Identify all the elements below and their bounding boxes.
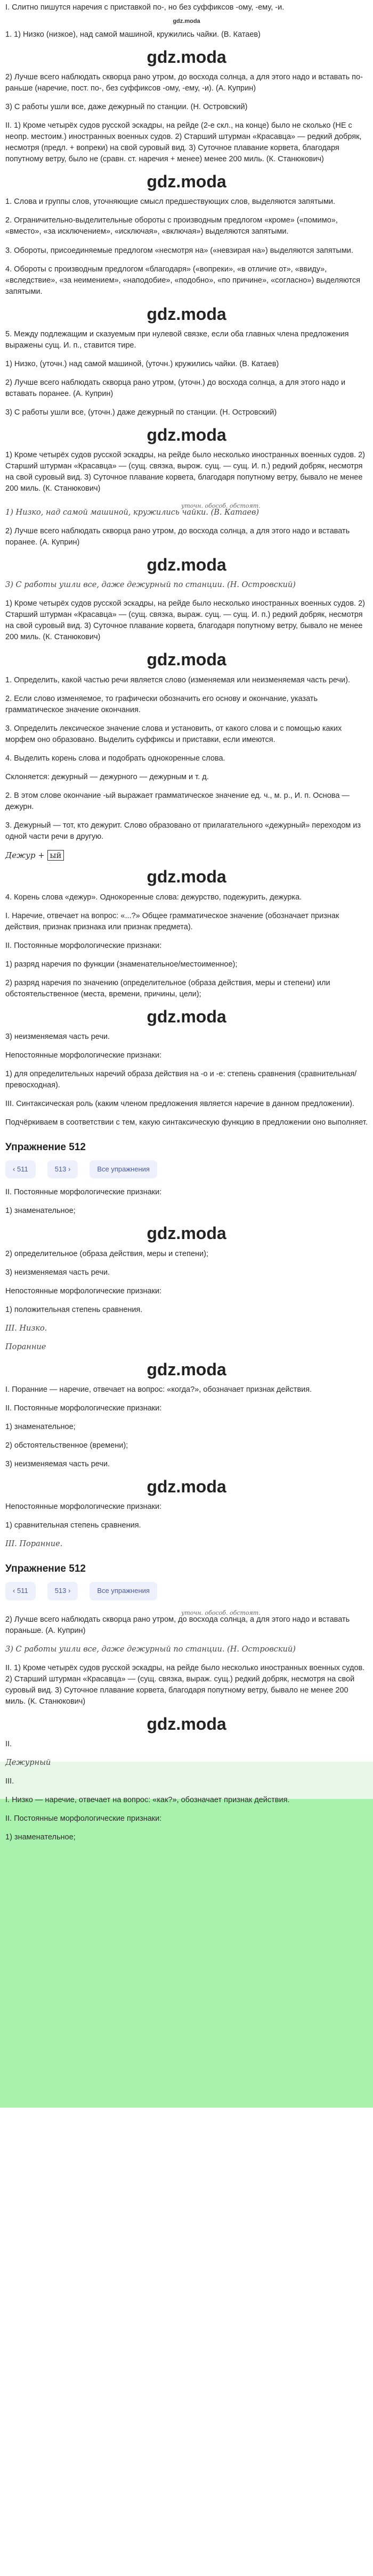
text-line: 3) неизменяемая часть речи. <box>5 1268 110 1277</box>
watermark: gdz.moda <box>147 1714 226 1733</box>
text-line: II. <box>5 1739 12 1748</box>
text-line: III. Синтаксическая роль (каким членом предложения является наречие в данном предложении). <box>5 1100 354 1108</box>
next-label: 513 <box>54 1586 67 1595</box>
all-exercises-button[interactable]: Все упражнения <box>90 1582 157 1600</box>
prev-label: 511 <box>17 1586 28 1595</box>
text-line: 4. Корень слова «дежур». Однокоренные слова: дежурство, подежурить, дежурка. <box>5 893 302 902</box>
watermark: gdz.moda <box>147 172 226 192</box>
prev-exercise-button[interactable]: ‹ 511 <box>5 1582 36 1600</box>
text-line: 1) разряд наречия по функции (знаменательное/местоименное); <box>5 960 238 969</box>
text-line: I. Поранние — наречие, отвечает на вопрос: «когда?», обозначает признак действия. <box>5 1385 312 1394</box>
text-line: 2. Если слово изменяемое, то графически обозначить его основу и окончание, указать грамматическое значение окончания. <box>5 694 318 714</box>
text-line: III. <box>5 1777 14 1786</box>
text-line: 1. 1) Низко (низкое), над самой машиной, кружились чайки. (В. Катаев) <box>5 30 261 39</box>
next-exercise-button[interactable]: 513 › <box>47 1160 78 1179</box>
exercise-pager <box>5 1582 368 1600</box>
text-line: 2) Лучше всего наблюдать скворца рано утром, (уточн.) до восхода солнца, а для этого надо и вставать поранее. (А. Куприн) <box>5 378 346 398</box>
watermark: gdz.moda <box>147 555 226 575</box>
text-line: 1) знаменательное; <box>5 1207 76 1216</box>
watermark: gdz.moda <box>147 1477 226 1496</box>
text-line: 3) С работы ушли все, даже дежурный по станции. (Н. Островский) <box>5 103 248 112</box>
text-line: 2) Лучше всего наблюдать скворца рано утром, до восхода солнца, а для этого надо и вставать пораньше. (А. Куприн) <box>5 1615 350 1635</box>
watermark: gdz.moda <box>147 425 226 444</box>
text-line: III. Низко. <box>5 1324 47 1333</box>
text-line: 3) неизменяемая часть речи. <box>5 1032 110 1041</box>
exercise-title: Упражнение 512 <box>5 1563 86 1575</box>
text-line: 2. Ограничительно-выделительные обороты с производным предлогом «кроме» («помимо», «вместо», «за исключением», «исключая», «включая») выделяются запятыми. <box>5 216 338 236</box>
text-line: II. 1) Кроме четырёх судов русской эскадры, на рейде было несколько иностранных военных судов. 2) Старший штурман «Красавца» — (сущ. связка, выраж. сущ.) редкий добряк, несмотря на свой суровый вид. 3) Суточное плавание корвета, благодаря попутному ветру, бывало не менее 200 миль. (К. Станюкович) <box>5 1663 365 1706</box>
next-exercise-button[interactable]: 513 › <box>47 1582 78 1600</box>
text-line: I. Слитно пишутся наречия с приставкой по-, но без суффиксов -ому, -ему, -и. <box>5 3 285 12</box>
prev-exercise-button[interactable]: ‹ 511 <box>5 1160 36 1179</box>
text-line: I. Низко — наречие, отвечает на вопрос: «как?», обозначает признак действия. <box>5 1795 290 1804</box>
text-line: Непостоянные морфологические признаки: <box>5 1051 162 1060</box>
text-line: 2) разряд наречия по значению (определительное (образа действия, меры и степени) или обстоятельственное (места, времени, причины, цели); <box>5 978 330 998</box>
text-line: 3. Определить лексическое значение слова и установить, от какого слова и с помощью каких морфем оно образовано. Выделить суффиксы и приставки, если имеются. <box>5 724 342 744</box>
text-line: II. Постоянные морфологические признаки: <box>5 1403 162 1413</box>
watermark: gdz.moda <box>147 650 226 670</box>
text-line: 1) для определительных наречий образа действия на -о и -е: степень сравнения (сравнительная/превосходная). <box>5 1069 357 1089</box>
exercise-pager <box>5 1160 368 1179</box>
text-line: 3) С работы ушли все, даже дежурный по станции. (Н. Островский) <box>5 581 296 590</box>
watermark: gdz.moda <box>147 47 226 67</box>
text-line: 1. Определить, какой частью речи является слово (изменяемая или неизменяемая часть речи). <box>5 675 351 684</box>
exercise-title: Упражнение 512 <box>5 1142 86 1153</box>
text-line: 1) Кроме четырёх судов русской эскадры, на рейде было несколько иностранных военных судов. 2) Старший штурман «Красавца» — (сущ. связка, вырож. сущ. — сущ. И. п.) редкий добряк, несмотря на свой суровый вид. 3) Суточное плавание корвета, благодаря попутному ветру, бывало не менее 200 миль. (К. Станюкович) <box>5 451 366 493</box>
text-line: III. Поранние. <box>5 1540 63 1549</box>
text-line: II. Постоянные морфологические признаки: <box>5 941 162 950</box>
watermark-small: gdz.moda <box>173 18 200 25</box>
watermark: gdz.moda <box>147 1359 226 1379</box>
text-line: 1) знаменательное; <box>5 1832 76 1842</box>
annotation-note: уточн. обособ. обстоят. <box>181 1609 261 1616</box>
text-line: 3. Обороты, присоединяемые предлогом «несмотря на» («невзирая на») выделяются запятыми. <box>5 246 353 255</box>
text-line: 3) С работы ушли все, (уточн.) даже дежурный по станции. (Н. Островский) <box>5 408 277 417</box>
text-line: Поранние <box>5 1342 46 1351</box>
text-line: II. Постоянные морфологические признаки: <box>5 1188 162 1197</box>
text-line: Непостоянные морфологические признаки: <box>5 1502 162 1512</box>
all-exercises-button[interactable]: Все упражнения <box>90 1160 157 1179</box>
text-line: 1) знаменательное; <box>5 1422 76 1431</box>
text-line: 1. Слова и группы слов, уточняющие смысл предшествующих слов, выделяются запятыми. <box>5 197 336 207</box>
watermark: gdz.moda <box>147 1224 226 1243</box>
next-label: 513 <box>54 1165 67 1173</box>
text-line: 2) определительное (образа действия, меры и степени); <box>5 1249 208 1258</box>
watermark: gdz.moda <box>147 867 226 887</box>
annotation-note: уточн. обособ. обстоят. <box>181 502 261 510</box>
watermark: gdz.moda <box>147 304 226 324</box>
text-line: 2. В этом слове окончание -ый выражает грамматическое значение ед. ч., м. р., И. п. Основа — дежурн. <box>5 791 350 811</box>
text-line: 1) Низко, (уточн.) над самой машиной, (уточн.) кружились чайки. (В. Катаев) <box>5 359 279 368</box>
text-line: 2) Лучше всего наблюдать скворца рано утром, до восхода солнца, а для этого надо и вставать поранее. (А. Куприн) <box>5 527 350 547</box>
text-line: 1) сравнительная степень сравнения. <box>5 1521 141 1530</box>
text-line: 1) Низко, над самой машиной, кружились чайки. (В. Катаев) <box>5 508 260 517</box>
text-line: II. Постоянные морфологические признаки: <box>5 1814 162 1823</box>
text-line: 3) С работы ушли все, даже дежурный по станции. (Н. Островский) <box>5 1645 296 1654</box>
text-line: II. 1) Кроме четырёх судов русской эскадры, на рейде (2-е скл., на конце) было не сколько (НЕ с неопр. местоим.) иностранных военных судов. 2) Старший штурман «Красавца» — редкий добряк, несмотря (предл. + вопреки) на свой суровый вид. 3) Суточное плавание корвета, благодаря попутному ветру, было не (сравн. ст. наречия + менее) менее 200 миль. (К. Станюкович) <box>5 121 362 164</box>
text-line: 4. Обороты с производным предлогом «благодаря» («вопреки», «в отличие от», «ввиду», «вследствие», «за неимением», «наподобие», «подобно», «по причине», «согласно») выделяются запятыми. <box>5 265 360 296</box>
text-line: 2) обстоятельственное (времени); <box>5 1441 128 1450</box>
text-line: 1) положительная степень сравнения. <box>5 1305 143 1314</box>
text-line: 4. Выделить корень слова и подобрать однокоренные слова. <box>5 754 225 763</box>
text-line: 2) Лучше всего наблюдать скворца рано утром, до восхода солнца, а для этого надо и вставать по-раньше (наречие, пост. по-, без суффиксов -ому, -ему, -и). (А. Куприн) <box>5 73 363 93</box>
text-line: 1) Кроме четырёх судов русской эскадры, на рейде было несколько иностранных военных судов. 2) Старший штурман «Красавца» — (сущ. связка, выраж. сущ. — сущ. И. п.) редкий добряк, несмотря на свой суровый вид. 3) Суточное плавание корвета, благодаря попутному ветру, бывало не менее 200 миль. (К. Станюкович) <box>5 599 366 642</box>
watermark: gdz.moda <box>147 1006 226 1026</box>
text-line: 3. Дежурный — тот, кто дежурит. Слово образовано от прилагательного «дежурный» переходом из одной части речи в другую. <box>5 821 361 841</box>
morpheme-formula: Дежур + ый <box>5 850 368 862</box>
text-line: Дежурный <box>5 1758 51 1767</box>
text-line: Склоняется: дежурный — дежурного — дежурным и т. д. <box>5 772 209 781</box>
text-line: 5. Между подлежащим и сказуемым при нулевой связке, если оба главных члена предложения выражены сущ. И. п., ставится тире. <box>5 329 349 350</box>
text-line: I. Наречие, отвечает на вопрос: «...?» Общее грамматическое значение (обозначает признак действия, признак признака или признак предмета). <box>5 911 339 931</box>
text-line: Подчёркиваем в соответствии с тем, какую синтаксическую функцию в предложении оно выполняет. <box>5 1118 368 1127</box>
prev-label: 511 <box>17 1165 28 1173</box>
text-line: 3) неизменяемая часть речи. <box>5 1459 110 1468</box>
highlight-block <box>0 1799 373 2108</box>
text-line: Непостоянные морфологические признаки: <box>5 1286 162 1295</box>
